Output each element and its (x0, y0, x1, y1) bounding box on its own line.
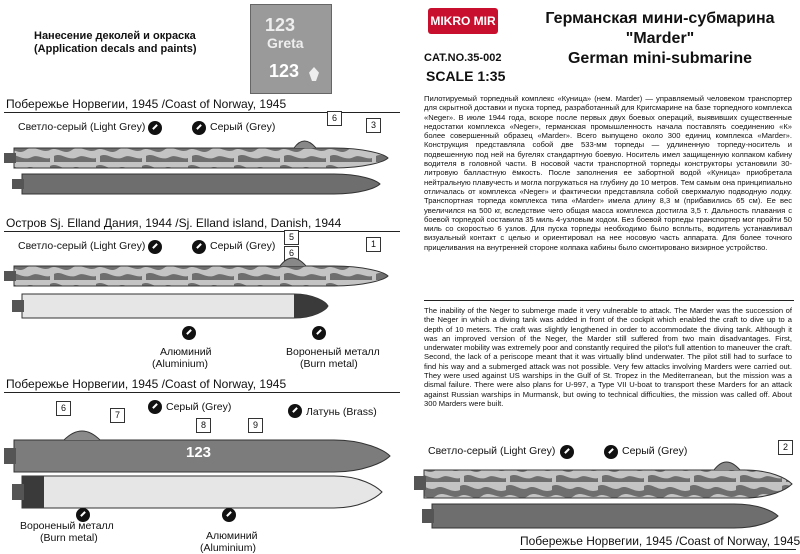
scale-label: SCALE 1:35 (426, 68, 506, 84)
decal-number: 123 (265, 15, 296, 35)
title-en: German mini-submarine (567, 50, 753, 67)
section-title-1: Побережье Норвегии, 1945 /Coast of Norway, 1945 (6, 97, 287, 111)
history-text-ru: Пилотируемый торпедный комплекс «Куница» (нем. Marder) — управляемый человеком транспортер для скрытной доставки и пуска торпед, разработанный для Кригсмарине на базе торпедного комплекса «Neger». В июле 1944 года, вскоре после первых двух боевых операций, выявивших существенные недостатки комплекса «Neger», германская промышленность начала поставлять соединению «К» более совершенный образец «Marder». Всего выпущено около 300 единиц комплекса «Marder». Конструкция представляла собой две 533-мм торпеды — удлиненную торпеду-носитель и подвешенную под ней на бугелях стандартную боевую. Носитель имел защищенную колпаком кабину водителя в головной части. В носовой части транспортной торпеды конструкторы установили 30-литровую балластную ёмкость. После заполнения ее забортной водой «Куница» приобретала нейтральную плавучесть и могла погружаться на глубину до 10 метров. Тем самым она принципиально отличалась от комплекса «Neger» и фактически представляла собой сверхмалую подводную лодку. Транспортная торпеда комплекса типа «Marder» имела длину 8,3 м (прибавились 65 см). Ее вес увеличился на 500 кг, вследствие чего общая масса комплекса достигла 3,5 т. Дальность плавания с боевой торпедой составила 35 миль 4-узловым ходом. Без боевой торпеды транспортер мог пройти 50 миль со скоростью 6 узлов. Для пуска торпеды необходимо было всплыть, водитель устанавливал визуальный контакт с целью и ориентировал на нее носовую часть аппарата. Для более точного прицеливания на внутренней стороне колпака кабины было смонтировано визирное устройство. (424, 94, 792, 252)
section-title-3: Побережье Норвегии, 1945 /Coast of Norway, 1945 (6, 377, 287, 391)
label-burn-ru-2: Вороненый металл (20, 520, 114, 532)
callout-6: 6 (284, 246, 299, 261)
paint-icon (148, 240, 162, 254)
callout-6: 6 (327, 111, 342, 126)
callout-9: 9 (248, 418, 263, 433)
paint-icon (192, 121, 206, 135)
label-burn-en-1: (Burn metal) (300, 358, 358, 370)
section-title-4: Побережье Норвегии, 1945 /Coast of Norway, 1945 (520, 534, 800, 548)
section-title-2: Остров Sj. Elland Дания, 1944 /Sj. Elland island, Danish, 1944 (6, 216, 342, 230)
title-ru: Германская мини-субмарина (545, 10, 775, 27)
decal-title-en: (Application decals and paints) (34, 43, 197, 55)
paint-icon (182, 326, 196, 340)
decal-title-ru: Нанесение деколей и окраска (34, 30, 196, 42)
label-burn-ru-1: Вороненый металл (286, 346, 380, 358)
paint-icon (222, 508, 236, 522)
label-light-grey-1: Светло-серый (Light Grey) (18, 121, 146, 133)
label-grey-4: Серый (Grey) (622, 445, 688, 457)
paint-icon (148, 400, 162, 414)
decal-flower-icon (309, 67, 319, 81)
paint-icon (288, 404, 302, 418)
callout-5: 5 (284, 230, 299, 245)
label-light-grey-2: Светло-серый (Light Grey) (18, 240, 146, 252)
decal-sheet (250, 4, 332, 94)
submarine-profile-2 (4, 254, 396, 326)
label-burn-en-2: (Burn metal) (40, 532, 98, 544)
label-brass: Латунь (Brass) (306, 406, 377, 418)
submarine-profile-4 (414, 456, 796, 532)
callout-2: 2 (778, 440, 793, 455)
label-aluminium-en-1: (Aluminium) (152, 358, 209, 370)
brand-logo (428, 8, 498, 34)
callout-1: 1 (366, 237, 381, 252)
paint-icon (192, 240, 206, 254)
paint-icon (148, 121, 162, 135)
history-text-en: The inability of the Neger to submerge made it very vulnerable to attack. The Marder was the succession of the Neger in which a diving tank was added in front of the cockpit which enabled the craft to dive up to a depth of 10 meters. The craft was slightly lengthened in order to accommodate the diving tank. Although it was an improved version of the Neger, the Marder still suffered from two main disadvantages. First, underwater mobility was extremely poor and constantly required the pilot's full attention to maneuver the craft. Second, the lack of a periscope meant that it was virtually blind underwater. The pilot still had to surface to find his way and a submerged attack was not possible. Very few attacks involving Marders were carried out. They were used against US warships in the Gulf of St. Tropez in the Mediterranean, but the mission was a dismal failure. There were also plans for U-997, a Type VII U-boat to transport these Marders for an attack against Russian warships in Murmansk, but owing to technical difficulties, the mission was called off. About 300 Marders were built. (424, 306, 792, 408)
submarine-profile-1 (4, 136, 396, 202)
callout-7: 7 (110, 408, 125, 423)
brand-logo-text: MIKRO MIR (430, 14, 496, 28)
callout-3: 3 (366, 118, 381, 133)
label-aluminium-ru-1: Алюминий (160, 346, 212, 358)
paint-icon (312, 326, 326, 340)
label-aluminium-ru-2: Алюминий (206, 530, 258, 542)
callout-6: 6 (56, 401, 71, 416)
decal-number-2: 123 (269, 61, 300, 81)
submarine-profile-3 (4, 424, 396, 516)
decal-name: Greta (267, 35, 304, 51)
label-light-grey-4: Светло-серый (Light Grey) (428, 445, 556, 457)
label-grey-3: Серый (Grey) (166, 401, 232, 413)
hull-number: 123 (186, 444, 212, 461)
callout-8: 8 (196, 418, 211, 433)
label-grey-1: Серый (Grey) (210, 121, 276, 133)
label-aluminium-en-2: (Aluminium) (200, 542, 257, 554)
catalog-number: CAT.NO.35-002 (424, 52, 502, 64)
title-marder: "Marder" (625, 30, 695, 47)
label-grey-2: Серый (Grey) (210, 240, 276, 252)
